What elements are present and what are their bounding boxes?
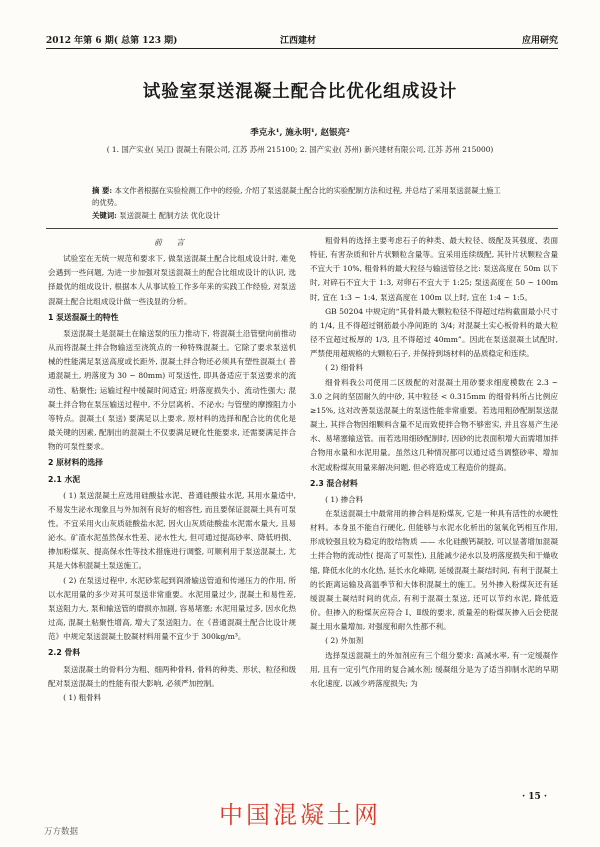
article-title: 试验室泵送混凝土配合比优化组成设计 <box>142 82 458 102</box>
keywords-label: 关键词: <box>92 211 117 220</box>
watermark: 中国混凝土网 <box>219 801 381 829</box>
section-heading: 1 泵送混凝土的特性 <box>48 312 119 322</box>
keywords <box>92 210 507 221</box>
footer-source: 万方数据 <box>44 827 79 837</box>
paragraph: 泵送混凝土是混凝土在输送泵的压力推动下, 将混凝土沿管壁向前推动从而将混凝土拌合物输送至浇筑点的一种特殊混凝土。它除了要求泵送机械的性能满足泵送高度或长距外, 混凝土拌合物还必须具有塑性混凝土( 普通混凝土, 坍落度为 30 ~ 80mm) 可泵送性, 即具备适应于泵送要求的流动性、粘聚性; 运输过程中缓凝时间适宜; 坍落度损失小、流动性强大; 混凝土拌合物在泵压输送过程中, 不分层离析、不泌水; 与管壁的摩擦阻力小等特点。混凝土( 泵送) 要满足以上要求, 原材料的选择和配合比的优化是最关键的因素, 配制出的混凝土不仅要满足硬化性能要求, 还需要满足拌合物的可泵性要求。 <box>48 328 296 452</box>
journal-name: 江西建材 <box>280 36 317 46</box>
sub-item-heading: ( 1) 粗骨料 <box>63 692 102 702</box>
page-number: · 15 · <box>522 792 548 802</box>
sub-item-heading: ( 2) 外加剂 <box>325 636 364 646</box>
right-column <box>310 234 558 691</box>
abstract-label: 摘 要: <box>92 186 113 195</box>
left-column <box>48 234 296 705</box>
sub-item-heading: ( 1) 掺合料 <box>325 494 364 504</box>
column-name: 应用研究 <box>521 36 558 46</box>
divider-rule <box>46 228 558 229</box>
paragraph: ( 1) 泵送混凝土应选用硅酸盐水泥、普通硅酸盐水泥, 其用水量适中, 不易发生泌水现象且与外加剂有良好的相容性, 而且要保证混凝土具有可泵性。不宜采用火山灰质硅酸盐水泥, 因火山灰质硅酸盐水泥需水量大, 且易泌水。矿渣水泥虽然保水性差、泌水性大, 但可通过提高砂率、降低坍损、掺加粉煤灰、提高保水性等技术措施进行调整, 可顺利用于泵送混凝土, 尤其是大体积混凝土泵送施工。 <box>48 490 296 571</box>
paragraph: GB 50204 中规定的“其骨料最大颗粒粒径不得超过结构截面最小尺寸的 1/4, 且不得超过钢筋最小净间距的 3/4; 对混凝土实心板骨料的最大粒径不宜超过板厚的 1/3, 且不得超过 40mm”。因此在泵送混凝土试配时, 严禁使用超规格的大颗粒石子, 并保持到场材料的品质稳定和连续。 <box>310 306 559 359</box>
subsection-heading: 2.2 骨料 <box>48 648 81 658</box>
sub-item-heading: ( 2) 细骨料 <box>325 363 364 373</box>
authors: 季克永¹, 施永明¹, 赵银亮² <box>250 128 350 138</box>
paragraph: ( 2) 在泵送过程中, 水泥砂浆起到润滑输送管道和传递压力的作用, 所以水泥用量的多少对其可泵送非常重要。水泥用量过少, 混凝土和易性差, 泵送阻力大, 泵和输送管的磨损亦加剧, 容易堵塞; 水泥用量过多, 因水化热过高, 混凝土粘聚性增高, 增大了泵送阻力。在《普通混凝土配合比设计规范》中规定泵送混凝土胶凝材料用量不宜少于 300kg/m³。 <box>48 575 296 642</box>
affiliations: ( 1. 国产实业( 吴江) 混凝土有限公司, 江苏 苏州 215100; 2. 国产实业( 苏州) 新兴建材有限公司, 江苏 苏州 215000) <box>106 145 494 154</box>
paragraph: 选择泵送混凝土的外加剂应有三个组分要求: 高减水率, 有一定缓凝作用, 且有一定引气作用的复合减水剂; 缓凝组分是为了适当抑制水泥的早期水化速度, 以减少坍落度损失; 为 <box>310 650 558 688</box>
preface-heading: 前 言 <box>153 238 191 247</box>
issue-label: 2012 年第 6 期( 总第 123 期) <box>46 36 178 46</box>
subsection-heading: 2.1 水泥 <box>48 474 81 484</box>
paragraph: 试验室在无统一规范和要求下, 做泵送混凝土配合比组成设计时, 难免会遇到一些问题, 为进一步加强对泵送混凝土的配合比组成设计的认识, 选择最优的组成设计, 根据本人从事试验工作多年来的实践工作经验, 对泵送混凝土配合比组成设计做一些浅显的分析。 <box>48 254 296 306</box>
section-heading: 2 原材料的选择 <box>48 458 103 468</box>
paragraph: 泵送混凝土的骨料分为粗、细两种骨料, 骨料的种类、形状、粒径和级配对泵送混凝土的性能有很大影响, 必须严加控制。 <box>48 664 296 688</box>
header-rule <box>46 48 558 49</box>
paragraph: 在泵送混凝土中最常用的掺合料是粉煤灰, 它是一种具有活性的水硬性材料。本身虽不能自行硬化, 但能够与水泥水化析出的氢氧化钙相互作用, 形成较强且较为稳定的胶结物质 —— 水化硅酸钙凝胶, 可以显著增加混凝土拌合物的流动性( 提高了可泵性), 且能减少泌水以及坍落度损失和干燥收缩, 降低水化的水化热, 延长水化峰期, 延缓混凝土凝结时间, 有利于混凝土的长距离运输及高温季节和大体积混凝土的施工。另外掺入粉煤灰还有延缓混凝土凝结时间的优点, 有利于混凝土泵送, 还可以节约水泥, 降低造价。但掺入的粉煤灰应符合 Ⅰ、Ⅱ级的要求, 质量差的粉煤灰掺入后会使混凝土用水量增加, 对强度和耐久性都不利。 <box>310 508 558 632</box>
abstract-text: 本文作者根据在实验检测工作中的经验, 介绍了泵送混凝土配合比的实验配制方法和过程, 并总结了采用泵送混凝土施工的优势。 <box>92 186 501 207</box>
paragraph: 细骨料我公司使用二区级配的对混凝土用砂要求细度模数在 2.3 ~ 3.0 之间的坚固耐久的中砂, 其中粒径 < 0.315mm 的细骨料所占比例应≥15%, 这对改善泵送混凝土的泵送性能非常重要。若选用粗砂配制泵送混凝土, 其拌合物因细颗料含量不足而致使拌合物不够密实, 并且容易产生泌水、易堵塞输送管。而若选用细砂配制时, 因砂的比表面积增大而需增加拌合物用水量和水泥用量。虽然这几种情况都可以通过适当调整砂率、增加水泥或粉煤灰用量来解决问题, 但必将造成工程造价的提高。 <box>310 377 558 472</box>
running-header <box>46 33 558 47</box>
subsection-heading: 2.3 混合材料 <box>310 478 358 488</box>
keywords-text: 泵送混凝土 配制方法 优化设计 <box>119 211 221 220</box>
paragraph: 粗骨料的选择主要考虑石子的种类、最大粒径、级配及其强度、表面特征, 有害杂质和针片状颗粒含量等。宜采用连续级配, 其针片状颗粒含量不宜大于 10%, 粗骨料的最大粒径与输送管径之比: 泵送高度在 50m 以下时, 对碎石不宜大于 1:3, 对卵石不宜大于 1:25; 泵送高度在 50 ~ 100m 时, 宜在 1:3 ~ 1:4, 泵送高度在 100m 以上时, 宜在 1:4 ~ 1:5。 <box>310 236 558 302</box>
abstract <box>92 185 507 209</box>
